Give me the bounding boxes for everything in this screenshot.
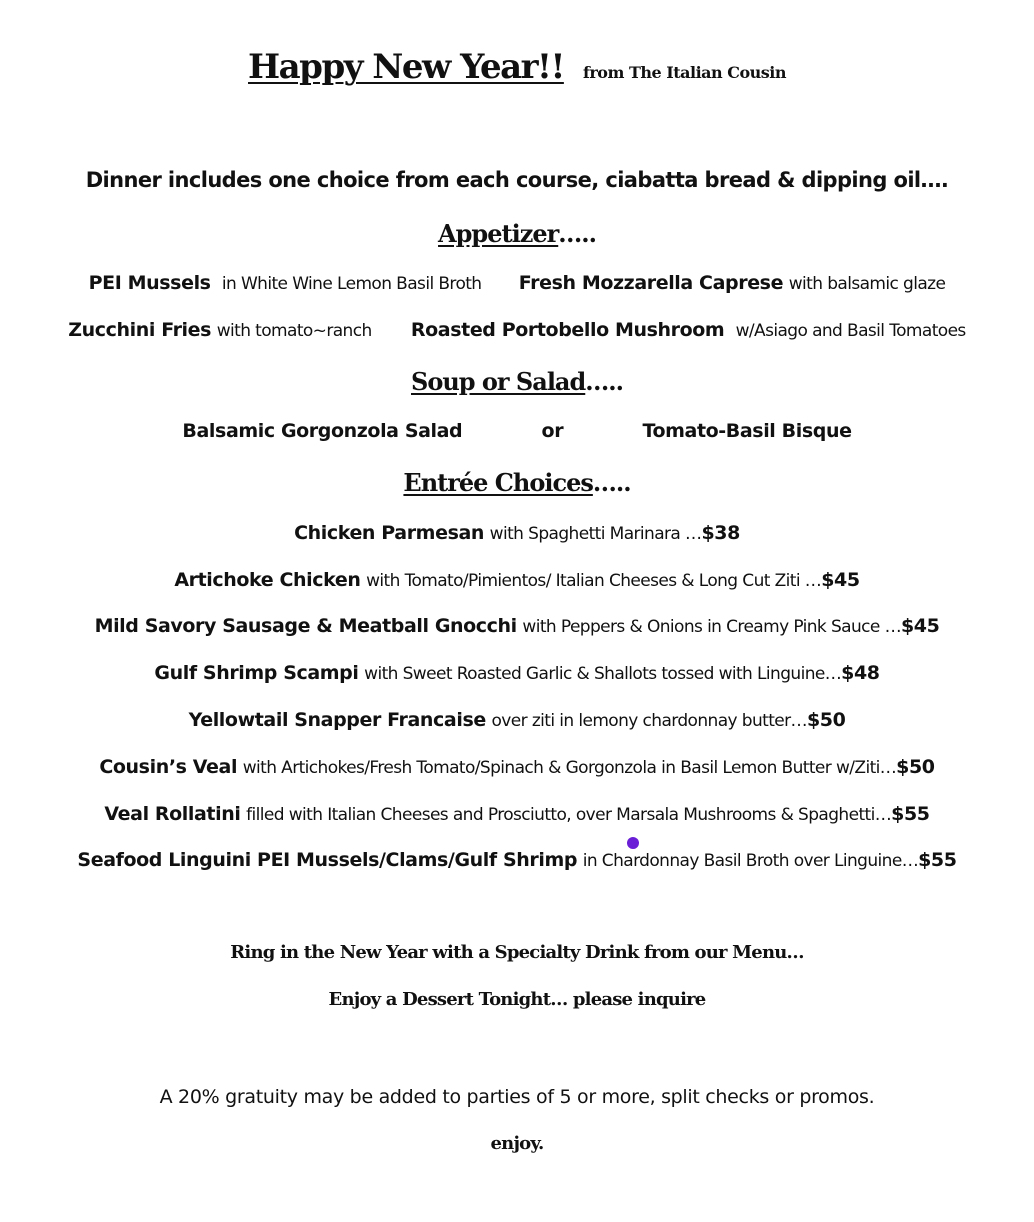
item-name: Cousin’s Veal [99, 756, 238, 778]
menu-item [68, 319, 377, 341]
appetizer-heading-label: Appetizer [438, 219, 559, 248]
menu-title: Happy New Year!! [248, 47, 564, 87]
item-price: $55 [891, 803, 930, 825]
item-price: $50 [896, 756, 935, 778]
item-desc: with Peppers & Onions in Creamy Pink Sauce … [522, 617, 901, 637]
item-desc: with Spaghetti Marinara … [489, 524, 702, 544]
item-name: Zucchini Fries [68, 319, 212, 341]
item-name: Fresh Mozzarella Caprese [518, 272, 784, 294]
drink-note: Ring in the New Year with a Specialty Drink from our Menu… [230, 942, 804, 963]
item-desc: with balsamic glaze [788, 274, 946, 294]
entree-item [0, 851, 1034, 870]
item-desc: w/Asiago and Basil Tomatoes [735, 321, 966, 341]
menu-item [411, 319, 966, 341]
appetizer-row-2 [0, 321, 1034, 340]
item-name: Gulf Shrimp Scampi [154, 662, 359, 684]
item-price: $55 [918, 849, 957, 871]
menu-header [0, 47, 1034, 87]
item-name: Artichoke Chicken [174, 569, 361, 591]
soup-salad-option-1: Balsamic Gorgonzola Salad [182, 420, 463, 442]
dessert-note: Enjoy a Dessert Tonight… please inquire [328, 989, 706, 1010]
entree-heading-label: Entrée Choices [403, 468, 593, 497]
item-name: Roasted Portobello Mushroom [410, 319, 725, 341]
entree-item [0, 711, 1034, 730]
item-name: Yellowtail Snapper Francaise [188, 709, 486, 731]
menu-subtitle: from The Italian Cousin [582, 63, 786, 82]
menu-item [519, 272, 946, 294]
item-price: $38 [701, 522, 740, 544]
item-desc: with Tomato/Pimientos/ Italian Cheeses & Long Cut Ziti … [366, 571, 822, 591]
soup-salad-option-2: Tomato-Basil Bisque [642, 420, 852, 442]
cursor-dot-marker [627, 837, 639, 849]
item-price: $45 [821, 569, 860, 591]
entree-item [0, 617, 1034, 636]
item-price: $45 [900, 615, 940, 637]
item-desc: over ziti in lemony chardonnay butter… [491, 711, 807, 731]
item-desc: with tomato~ranch [216, 321, 372, 341]
item-name: PEI Mussels [88, 272, 211, 294]
item-desc: filled with Italian Cheeses and Prosciutto, over Marsala Mushrooms & Spaghetti… [246, 805, 892, 825]
soup-salad-separator: or [541, 420, 564, 442]
entree-item [0, 664, 1034, 683]
item-price: $50 [806, 709, 846, 731]
entree-item [0, 758, 1034, 777]
entree-item [0, 805, 1034, 824]
appetizer-row-1 [0, 274, 1034, 293]
soup-salad-row [0, 422, 1034, 441]
soup-salad-heading [0, 367, 1034, 396]
item-name: Veal Rollatini [104, 803, 241, 825]
item-desc: in Chardonnay Basil Broth over Linguine… [582, 851, 919, 871]
gratuity-note: A 20% gratuity may be added to parties of 5 or more, split checks or promos. [159, 1086, 875, 1108]
menu-item [89, 272, 487, 294]
entree-item [0, 571, 1034, 590]
entree-heading [0, 468, 1034, 497]
intro-text: Dinner includes one choice from each course, ciabatta bread & dipping oil…. [85, 168, 949, 192]
soup-salad-heading-label: Soup or Salad [411, 367, 586, 396]
item-name: Seafood Linguini PEI Mussels/Clams/Gulf Shrimp [77, 849, 578, 871]
item-name: Mild Savory Sausage & Meatball Gnocchi [94, 615, 517, 637]
soup-salad-heading-dots: ….. [585, 367, 623, 396]
item-name: Chicken Parmesan [294, 522, 485, 544]
entree-item [0, 524, 1034, 543]
item-desc: in White Wine Lemon Basil Broth [221, 274, 482, 294]
entree-heading-dots: ….. [592, 468, 631, 497]
item-price: $48 [841, 662, 880, 684]
closing-text: enjoy. [490, 1133, 544, 1154]
item-desc: with Artichokes/Fresh Tomato/Spinach & Gorgonzola in Basil Lemon Butter w/Ziti… [242, 758, 897, 778]
appetizer-heading [0, 219, 1034, 248]
appetizer-heading-dots: ….. [558, 219, 596, 248]
item-desc: with Sweet Roasted Garlic & Shallots tossed with Linguine… [364, 664, 842, 684]
